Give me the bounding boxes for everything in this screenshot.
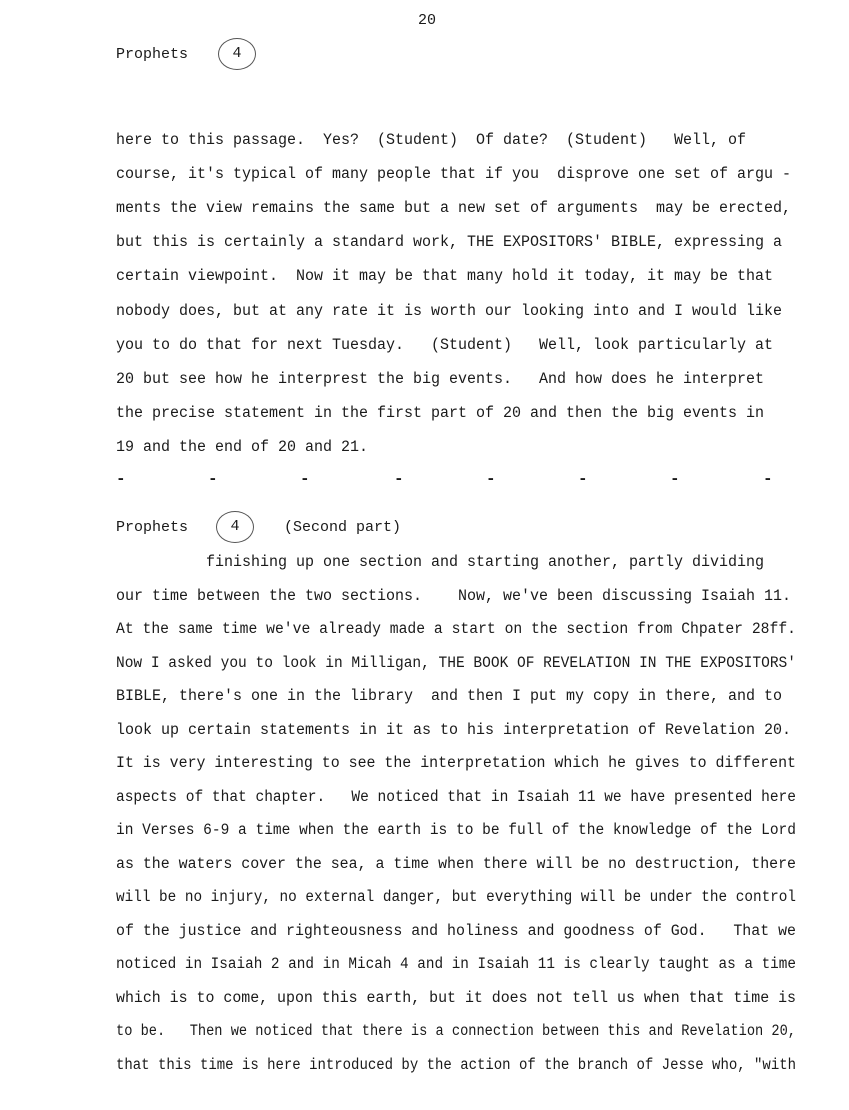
text-line: to be. Then we noticed that there is a connection between this and Revelation 20, bbox=[116, 1022, 796, 1040]
text-line: finishing up one section and starting another, partly dividing bbox=[116, 553, 764, 571]
separator-dash: - bbox=[394, 470, 404, 488]
text-line: look up certain statements in it as to his interpretation of Revelation 20. bbox=[116, 720, 791, 739]
text-line: our time between the two sections. Now, we've been discussing Isaiah 11. bbox=[116, 586, 791, 605]
text-line: Now I asked you to look in Milligan, THE BOOK OF REVELATION IN THE EXPOSITORS' bbox=[116, 653, 796, 672]
text-line: here to this passage. Yes? (Student) Of date? (Student) Well, of bbox=[116, 131, 746, 149]
section-heading: Prophets bbox=[116, 46, 189, 63]
page-number: 20 bbox=[418, 12, 437, 29]
text-line: 19 and the end of 20 and 21. bbox=[116, 437, 368, 456]
text-line: course, it's typical of many people that if you disprove one set of argu - bbox=[116, 165, 791, 184]
text-line: you to do that for next Tuesday. (Student) Well, look particularly at bbox=[116, 335, 773, 354]
separator-dash: - bbox=[670, 470, 680, 488]
separator-dash: - bbox=[208, 470, 218, 488]
separator-dash: - bbox=[763, 470, 773, 488]
text-line: certain viewpoint. Now it may be that many hold it today, it may be that bbox=[116, 267, 773, 286]
circled-number: 4 bbox=[218, 38, 256, 70]
text-line: nobody does, but at any rate it is worth our looking into and I would like bbox=[116, 301, 782, 320]
text-line: which is to come, upon this earth, but it does not tell us when that time is bbox=[116, 988, 796, 1007]
text-line: aspects of that chapter. We noticed that in Isaiah 11 we have presented here bbox=[116, 787, 796, 806]
text-line: At the same time we've already made a start on the section from Chpater 28ff. bbox=[116, 620, 796, 638]
text-line: the precise statement in the first part of 20 and then the big events in bbox=[116, 403, 764, 422]
text-line: 20 but see how he interprest the big events. And how does he interpret bbox=[116, 369, 764, 388]
text-line: as the waters cover the sea, a time when there will be no destruction, there bbox=[116, 854, 796, 873]
separator-dash: - bbox=[486, 470, 496, 488]
text-line: in Verses 6-9 a time when the earth is to be full of the knowledge of the Lord bbox=[116, 821, 796, 839]
separator-dash: - bbox=[300, 470, 310, 488]
text-line: ments the view remains the same but a new set of arguments may be erected, bbox=[116, 199, 791, 218]
separator-dash: - bbox=[578, 470, 588, 488]
separator-dash: - bbox=[116, 470, 126, 488]
text-line: noticed in Isaiah 2 and in Micah 4 and in Isaiah 11 is clearly taught as a time bbox=[116, 955, 796, 973]
text-line: will be no injury, no external danger, but everything will be under the control bbox=[116, 888, 796, 906]
text-line: but this is certainly a standard work, THE EXPOSITORS' BIBLE, expressing a bbox=[116, 233, 782, 252]
text-line: of the justice and righteousness and holiness and goodness of God. That we bbox=[116, 921, 796, 940]
text-line: It is very interesting to see the interpretation which he gives to different bbox=[116, 754, 796, 772]
text-line: BIBLE, there's one in the library and then I put my copy in there, and to bbox=[116, 687, 782, 705]
text-line: that this time is here introduced by the action of the branch of Jesse who, "with bbox=[116, 1055, 796, 1074]
section-subtitle: (Second part) bbox=[284, 519, 402, 536]
section-heading: Prophets bbox=[116, 519, 189, 536]
circled-number: 4 bbox=[216, 511, 254, 543]
